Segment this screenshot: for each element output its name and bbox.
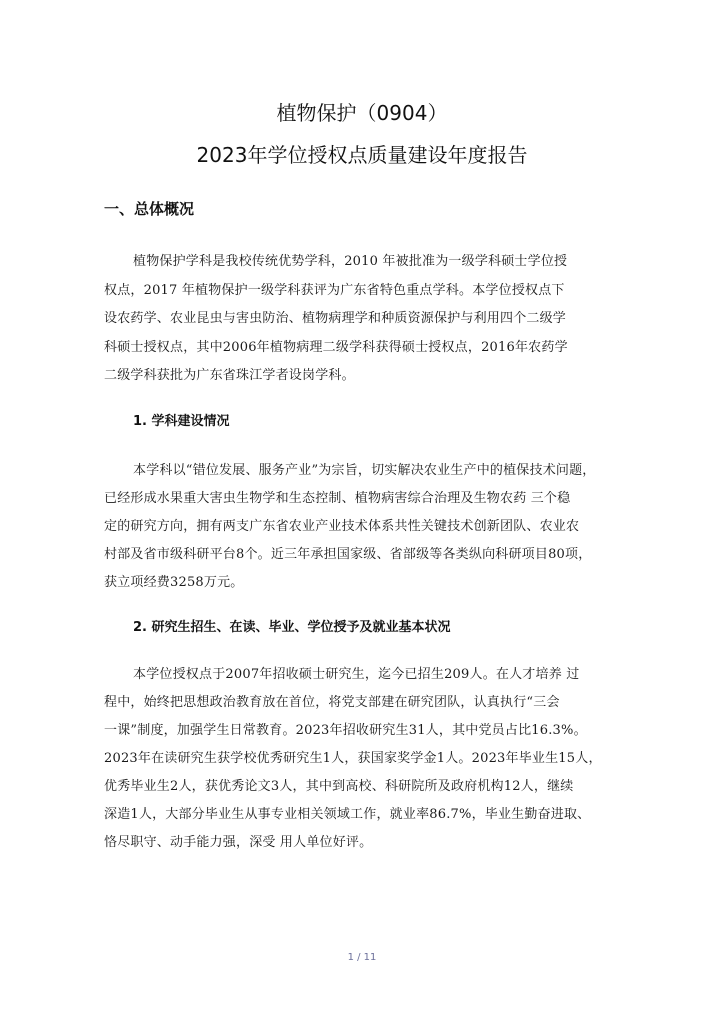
- subsection-heading-discipline: 1. 学科建设情况: [133, 414, 230, 429]
- section-heading-overview: 一、总体概况: [104, 200, 195, 218]
- paragraph-line: 获立项经费3258万元。: [104, 575, 244, 590]
- paragraph-line: 程中，始终把思想政治教育放在首位，将党支部建在研究团队，认真执行“三会: [104, 695, 560, 710]
- paragraph-line: 设农药学、农业昆虫与害虫防治、植物病理学和种质资源保护与利用四个二级学: [104, 311, 567, 326]
- paragraph-line: 植物保护学科是我校传统优势学科，2010 年被批准为一级学科硕士学位授: [133, 254, 568, 269]
- paragraph-line: 科硕士授权点，其中2006年植物病理二级学科获得硕士授权点，2016年农药学: [104, 340, 568, 355]
- paragraph-line: 二级学科获批为广东省珠江学者设岗学科。: [104, 368, 355, 383]
- paragraph-line: 一课”制度，加强学生日常教育。2023年招收研究生31人，其中党员占比16.3%。: [104, 723, 587, 738]
- paragraph-line: 权点，2017 年植物保护一级学科获评为广东省特色重点学科。本学位授权点下: [104, 283, 565, 298]
- paragraph-line: 本学科以“错位发展、服务产业”为宗旨，切实解决农业生产中的植保技术问题，: [133, 463, 596, 478]
- document-subtitle: 2023年学位授权点质量建设年度报告: [196, 143, 528, 167]
- paragraph-line: 2023年在读研究生获学校优秀研究生1人，获国家奖学金1人。2023年毕业生15人，: [104, 751, 602, 766]
- paragraph-line: 深造1人，大部分毕业生从事专业相关领域工作，就业率86.7%，毕业生勤奋进取、: [104, 807, 591, 822]
- paragraph-line: 优秀毕业生2人，获优秀论文3人，其中到高校、科研院所及政府机构12人，继续: [104, 779, 574, 794]
- paragraph-line: 村部及省市级科研平台8个。近三年承担国家级、省部级等各类纵向科研项目80项，: [104, 547, 592, 562]
- paragraph-line: 定的研究方向，拥有两支广东省农业产业技术体系共性关键技术创新团队、农业农: [104, 519, 580, 534]
- page-indicator: 1 / 11: [347, 952, 377, 963]
- document-title: 植物保护（0904）: [276, 101, 448, 125]
- paragraph-line: 恪尽职守、动手能力强，深受 用人单位好评。: [104, 835, 373, 850]
- paragraph-line: 已经形成水果重大害虫生物学和生态控制、植物病害综合治理及生物农药 三个稳: [104, 491, 571, 506]
- subsection-heading-graduates: 2. 研究生招生、在读、毕业、学位授予及就业基本状况: [133, 620, 451, 635]
- paragraph-line: 本学位授权点于2007年招收硕士研究生，迄今已招生209人。在人才培养 过: [133, 667, 580, 682]
